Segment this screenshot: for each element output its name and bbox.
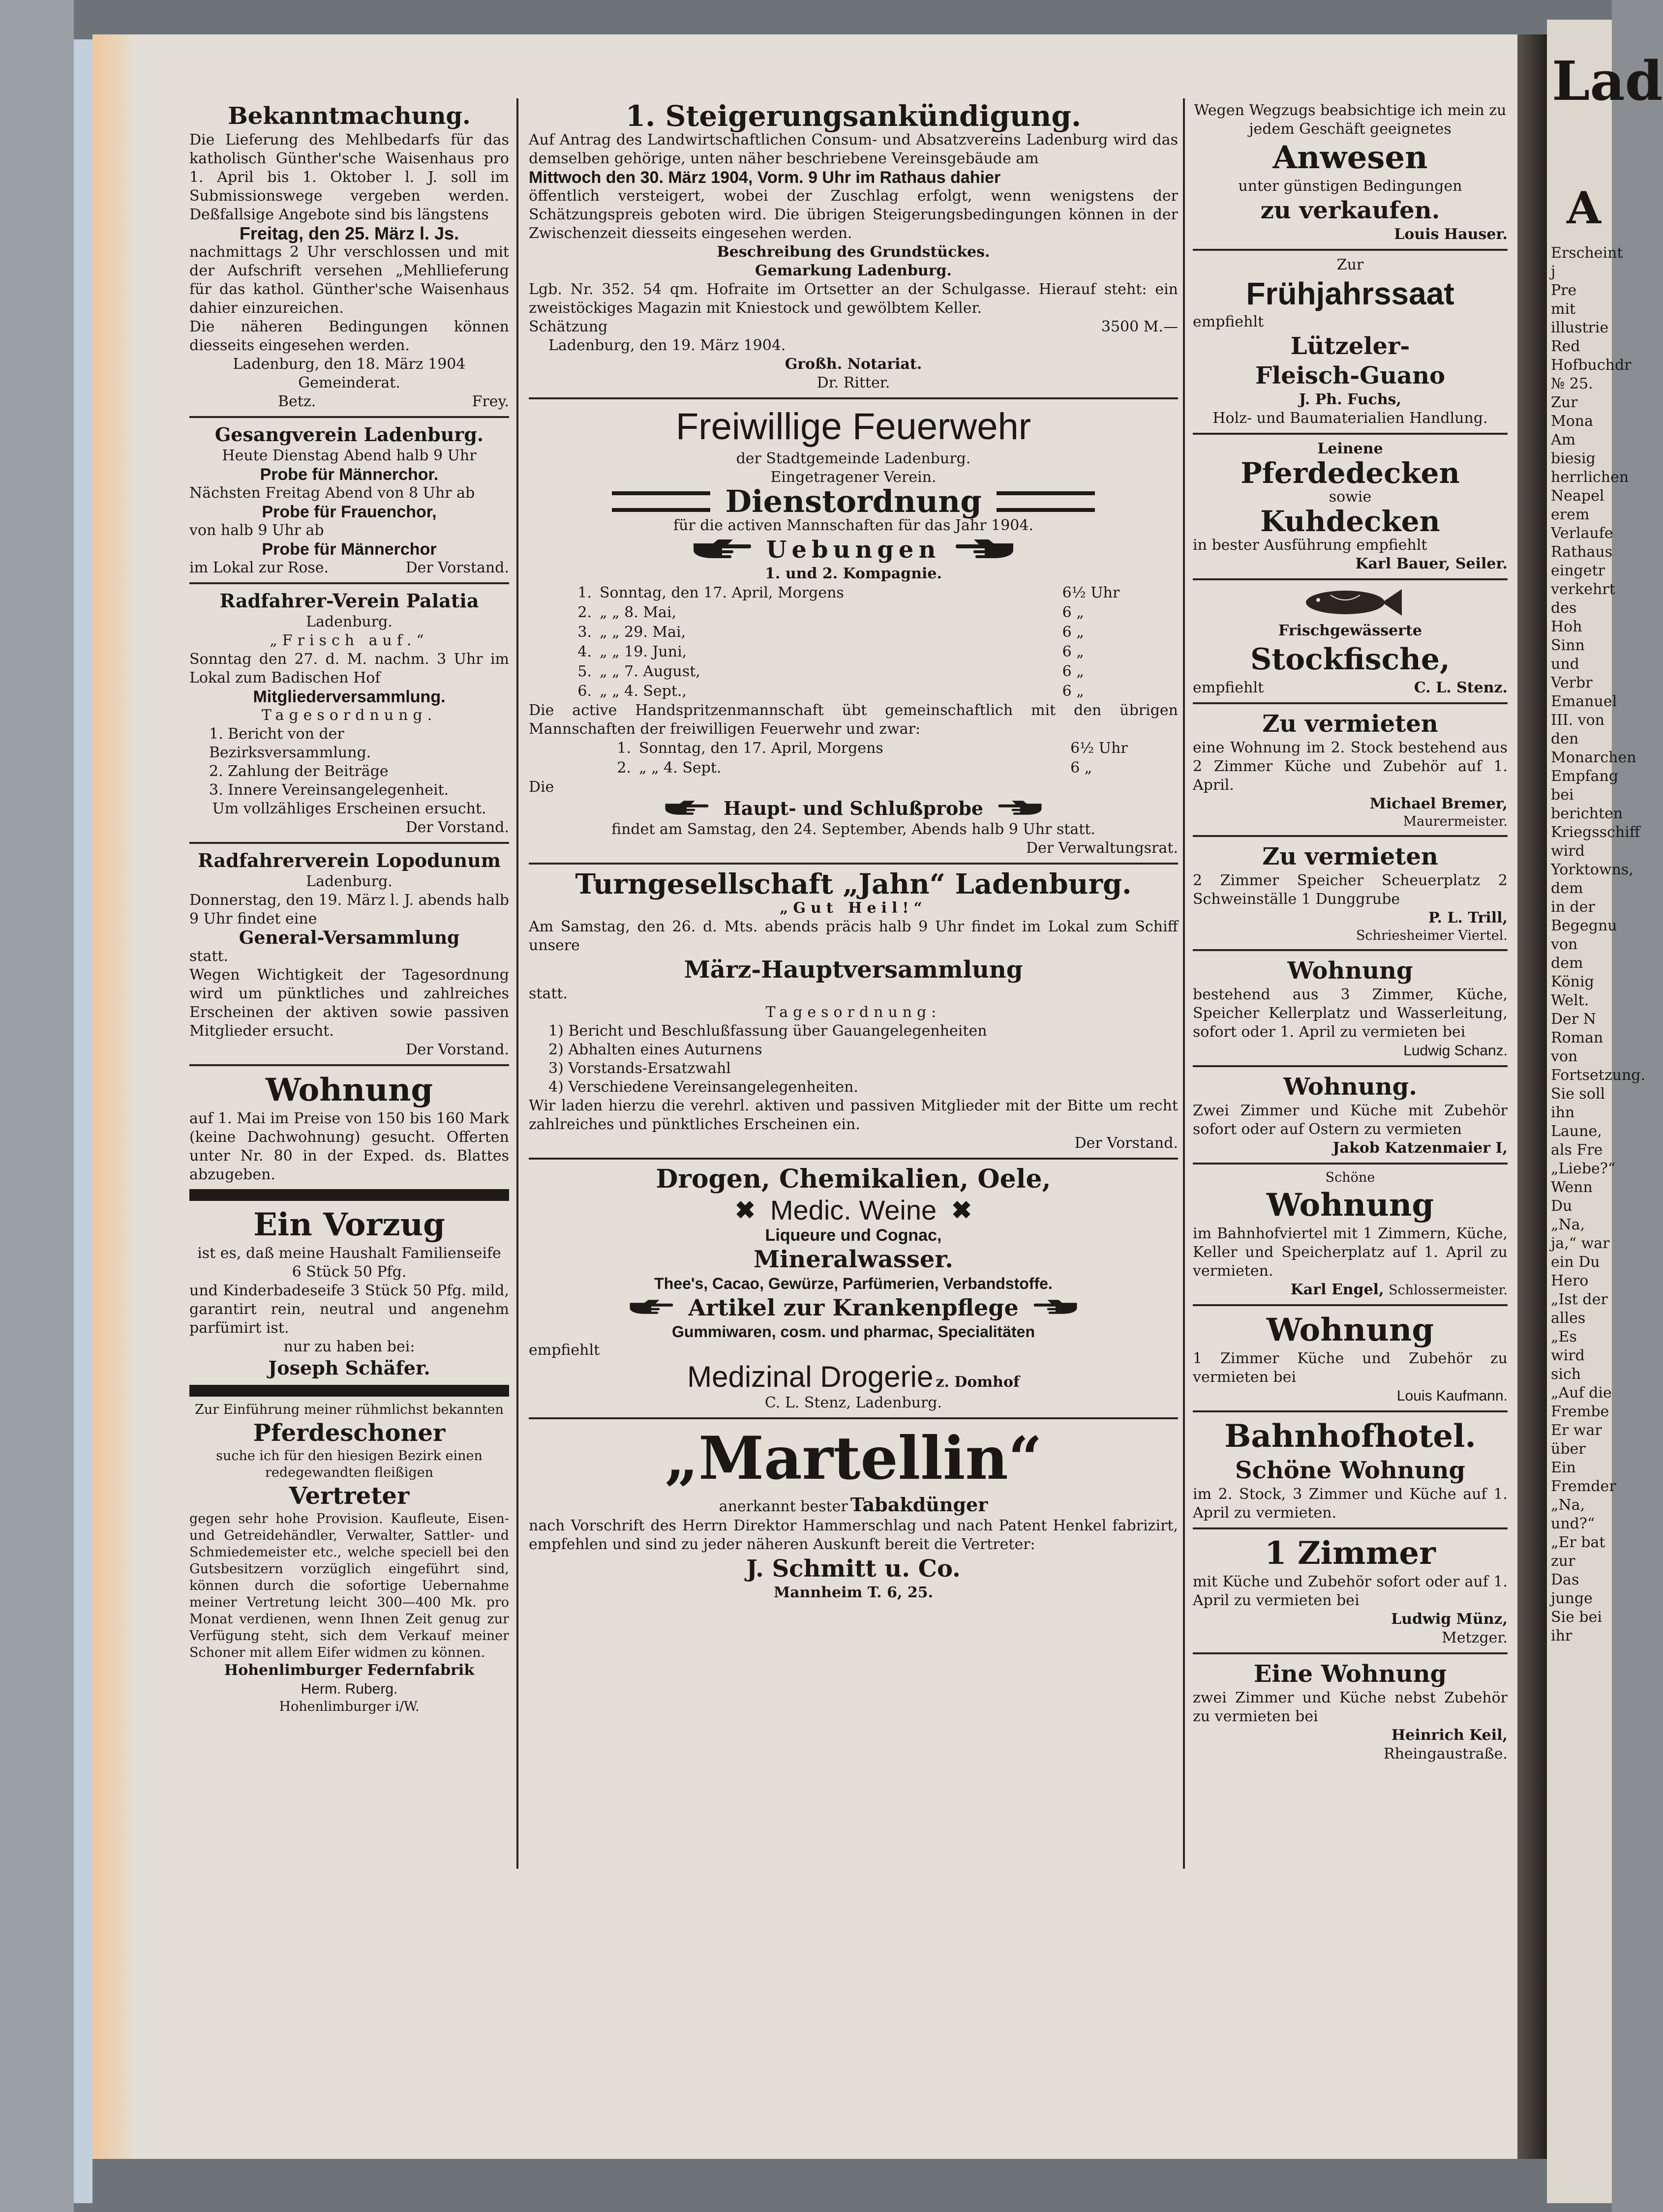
ad-heading: Artikel zur Krankenpflege <box>688 1294 1019 1321</box>
next-page-line: herrlichen Neapel <box>1551 469 1629 505</box>
ad-subtitle: Eingetragener Verein. <box>770 469 937 486</box>
ad-heading: Uebungen <box>766 536 941 564</box>
ad-heading: Dienstordnung <box>725 483 982 519</box>
ad-text: öffentlich versteigert, wobei der Zuschlag erfolgt, wenn wenigstens der Schätzungspreis geboten wird. Die übrigen Steigerungsbedingungen können in der Zwischenzeit diesseits eingesehen werden. <box>529 187 1178 242</box>
signature: Betz. <box>278 393 316 410</box>
pointing-hand-left-icon <box>998 800 1042 817</box>
ad-text: Wegen Wichtigkeit der Tagesordnung wird um pünktliches und zahlreiches Erscheinen der aktiven sowie passiven Mitglieder ersucht. <box>189 966 509 1040</box>
table-cell: „ „ 4. Sept. <box>639 759 722 777</box>
ad-motto: „Gut Heil!“ <box>780 899 927 917</box>
next-page-line: Ein Fremder <box>1551 1459 1616 1495</box>
ad-title: Pferdedecken <box>1240 456 1460 490</box>
ad-text: 1 Zimmer Küche und Zubehör zu vermieten bei <box>1193 1350 1508 1386</box>
ad-wohnung-kaufmann <box>1193 1311 1508 1405</box>
table-cell: 3. <box>577 624 592 641</box>
ad-text: nur zu haben bei: <box>283 1338 415 1355</box>
next-page-line: „Er bat zur <box>1551 1534 1605 1570</box>
signature: P. L. Trill, <box>1428 909 1508 927</box>
next-page-line: Sie soll ihn <box>1551 1085 1605 1121</box>
ad-title: zu verkaufen. <box>1260 197 1440 224</box>
ad-title: Frühjahrssaat <box>1246 276 1454 311</box>
ad-place: Ladenburg, den 18. März 1904 <box>233 356 466 373</box>
decorative-bars <box>612 491 710 512</box>
ad-text: 2 Zimmer Speicher Scheuerplatz 2 Schweinställe 1 Dunggrube <box>1193 872 1508 908</box>
masthead-fragment: Lad <box>1552 49 1663 113</box>
ad-date: Freitag, den 25. März l. Js. <box>239 223 459 243</box>
pointing-hand-left-icon <box>955 538 1014 561</box>
ad-title: Stockfische, <box>1250 642 1450 677</box>
next-page-line: „Liebe?“ Wenn Du <box>1551 1160 1616 1215</box>
ad-title: Wohnung <box>1266 1187 1434 1224</box>
ad-text: in bester Ausführung empfiehlt <box>1193 537 1427 554</box>
ad-text: Leinene <box>1317 440 1383 457</box>
next-page-line: Red <box>1551 338 1580 355</box>
ad-lopodunum <box>189 849 509 1059</box>
next-page-line: mit illustrie <box>1551 300 1609 336</box>
ad-text: Thee's, Cacao, Gewürze, Parfümerien, Verbandstoffe. <box>654 1275 1053 1292</box>
signature: Maurermeister. <box>1403 814 1508 829</box>
ad-text: Frischgewässerte <box>1278 622 1422 639</box>
next-page-line: in der Begegnu <box>1551 898 1617 934</box>
ad-text: anerkannt bester <box>719 1498 848 1515</box>
ad-text: im 2. Stock, 3 Zimmer und Küche auf 1. April zu vermieten. <box>1193 1486 1508 1522</box>
next-page-line: Laune, als Fre <box>1551 1123 1603 1159</box>
ad-product: Fleisch-Guano <box>1255 362 1446 389</box>
uebungen-table <box>529 583 1178 701</box>
ad-text: gegen sehr hohe Provision. Kaufleute, Eisen- und Getreidehändler, Verwalter, Sattler- und Schmiedemeister etc., welche speciell bei den Gutsbesitzern vorzüglich eingeführt sind, können durch die sofortige Uebernahme meiner Vertretung leicht 300—400 Mk. pro Monat verdienen, wenn Ihnen Zeit genug zur Verfügung steht, sich dem Verkauf meiner Schoner mit allem Eifer widmen zu können. <box>189 1511 509 1660</box>
ad-stockfische <box>1193 585 1508 697</box>
ad-title: Wohnung <box>1266 1312 1434 1348</box>
table-cell: 2. <box>577 604 592 621</box>
ad-text: nachmittags 2 Uhr verschlossen und mit der Aufschrift versehen „Mehllieferung für das kathol. Günther'sche Waisenhaus dahier einzureichen. <box>189 243 509 317</box>
ad-text: zwei Zimmer und Küche nebst Zubehör zu vermieten bei <box>1193 1689 1508 1725</box>
table-cell: 5. <box>577 663 592 680</box>
signature: Der Vorstand. <box>405 819 509 836</box>
signature: Karl Engel, <box>1290 1281 1384 1298</box>
table-row <box>529 603 1178 623</box>
table-cell: „ „ 4. Sept., <box>600 683 687 700</box>
signature: Michael Bremer, <box>1369 795 1508 812</box>
agenda-item: 1) Bericht und Beschlußfassung über Gauangelegenheiten <box>548 1022 987 1040</box>
signature: Louis Kaufmann. <box>1396 1388 1508 1404</box>
ad-title: Wohnung <box>1287 957 1413 985</box>
agenda-item: 1. Bericht von der Bezirksversammlung. <box>209 725 371 761</box>
ad-subtitle: Ladenburg. <box>306 873 393 890</box>
ad-text: statt. <box>529 985 568 1002</box>
signature: Rheingaustraße. <box>1384 1745 1508 1763</box>
table-cell: 6 „ <box>1062 643 1084 660</box>
ad-text: im Bahnhofviertel mit 1 Zimmern, Küche, Keller und Speicherplatz auf 1. April zu vermieten. <box>1193 1225 1508 1280</box>
ad-text: suche ich für den hiesigen Bezirk einen redegewandten fleißigen <box>216 1448 483 1480</box>
pointing-hand-right-icon <box>665 800 709 817</box>
ad-heading: Mineralwasser. <box>753 1246 954 1273</box>
signature: Joseph Schäfer. <box>268 1357 430 1379</box>
next-page-text <box>1547 244 1646 1645</box>
ad-text: unter günstigen Bedingungen <box>1238 178 1462 195</box>
ad-title: Schöne Wohnung <box>1235 1457 1466 1484</box>
ad-ein-vorzug <box>189 1206 509 1380</box>
pointing-hand-right-icon <box>629 1299 673 1316</box>
next-page-line: „Auf die Frembe <box>1551 1384 1612 1420</box>
ad-text: findet am Samstag, den 24. September, Abends halb 9 Uhr statt. <box>611 821 1095 838</box>
ad-text: Die <box>529 778 554 796</box>
pointing-hand-left-icon <box>1033 1299 1078 1316</box>
agenda-item: 3. Innere Vereinsangelegenheit. <box>209 781 449 799</box>
page-edge <box>92 34 134 2159</box>
table-cell: „ „ 29. Mai, <box>600 624 686 641</box>
ad-text: auf 1. Mai im Preise von 150 bis 160 Mark (keine Dachwohnung) gesucht. Offerten unter Nr. 80 in der Exped. ds. Blattes abzugeben. <box>189 1110 509 1183</box>
ad-title: Bekanntmachung. <box>228 102 471 130</box>
medic-banner <box>529 1194 1178 1226</box>
table-row <box>529 682 1178 701</box>
ad-text: eine Wohnung im 2. Stock bestehend aus 2 Zimmer Küche und Zubehör auf 1. April. <box>1193 739 1508 794</box>
ad-text: Die Lieferung des Mehlbedarfs für das katholisch Günther'sche Waisenhaus pro 1. April bis 1. Oktober l. J. soll im Submissionswege vergeben werden. Deßfallsige Angebote sind bis längstens <box>189 131 509 223</box>
ad-feuerwehr <box>529 404 1178 858</box>
next-page-line: „Na, und?“ <box>1551 1496 1595 1532</box>
ad-heading: Tabakdünger <box>850 1494 988 1516</box>
table-row <box>529 642 1178 662</box>
table-cell: 6. <box>577 683 592 700</box>
ad-text: Probe für Männerchor. <box>260 465 439 484</box>
ad-title: „Martellin“ <box>665 1424 1042 1493</box>
agenda-item: 4) Verschiedene Vereinsangelegenheiten. <box>548 1078 858 1096</box>
next-page-line: Kriegsschiff wird <box>1551 824 1640 860</box>
table-row <box>529 583 1178 603</box>
ad-text: empfiehlt <box>529 1342 600 1359</box>
ad-title: Bahnhofhotel. <box>1224 1418 1476 1455</box>
table-cell: 2. <box>617 759 631 777</box>
ad-text: Donnerstag, den 19. März l. J. abends halb 9 Uhr findet eine <box>189 892 509 927</box>
ad-bekanntmachung <box>189 101 509 411</box>
signature: Schlossermeister. <box>1389 1283 1508 1298</box>
ad-palatia <box>189 589 509 837</box>
next-page-line: Emanuel III. von <box>1551 693 1617 729</box>
ad-heading: Medic. Weine <box>770 1195 937 1226</box>
table-cell: 6 „ <box>1062 683 1084 700</box>
ad-text: ist es, daß meine Haushalt Familienseife <box>197 1245 501 1262</box>
column-right <box>1193 98 1508 1766</box>
ad-title: Turngesellschaft „Jahn“ Ladenburg. <box>575 868 1132 900</box>
decorative-bars <box>997 491 1095 512</box>
ad-agenda: Tagesordnung. <box>261 707 437 724</box>
ad-zu-vermieten-1 <box>1193 709 1508 830</box>
table-cell: 6 „ <box>1062 624 1084 641</box>
column-left <box>189 98 509 1718</box>
table-row <box>529 623 1178 642</box>
agenda-item: 3) Vorstands-Ersatzwahl <box>548 1060 731 1077</box>
ad-text: für die activen Mannschaften für das Jahr 1904. <box>673 517 1034 534</box>
next-page-line: Empfang bei <box>1551 768 1619 804</box>
ad-event: März-Hauptversammlung <box>684 956 1023 984</box>
ad-subheading: Beschreibung des Grundstückes. <box>717 243 990 261</box>
cross-icon: ✖ <box>951 1196 972 1225</box>
ad-turngesellschaft <box>529 869 1178 1153</box>
signature: Der Vorstand. <box>1074 1135 1178 1152</box>
ad-drogerie <box>529 1165 1178 1412</box>
ad-pferdedecken <box>1193 440 1508 573</box>
ad-text: empfiehlt <box>1193 679 1264 696</box>
ad-text: Lgb. Nr. 352. 54 qm. Hofraite im Ortsetter an der Schulgasse. Hierauf steht: ein zweistöckiges Magazin mit Kniestock und gewölbtem Keller. <box>529 281 1178 317</box>
ad-signatures <box>189 392 509 411</box>
next-page-line: № 25. <box>1551 375 1593 392</box>
ad-title: Zu vermieten <box>1262 843 1438 870</box>
table-cell: 6 „ <box>1070 759 1092 777</box>
probe-banner <box>529 797 1178 820</box>
signature: Ludwig Schanz. <box>1403 1043 1508 1059</box>
ad-title: Eine Wohnung <box>1253 1660 1447 1688</box>
ad-text: im Lokal zur Rose. <box>189 559 329 576</box>
ad-motto: „Frisch auf.“ <box>270 632 429 649</box>
ad-text: Holz- und Baumaterialien Handlung. <box>1212 410 1488 427</box>
ad-text: Zur <box>1336 256 1364 273</box>
next-page-line: verkehrt des Hoh <box>1551 581 1615 635</box>
signature: Der Verwaltungsrat. <box>1026 839 1178 857</box>
ad-text: C. L. Stenz, Ladenburg. <box>764 1394 942 1411</box>
next-page-line: Pre <box>1551 282 1577 299</box>
ad-text: nach Vorschrift des Herrn Direktor Hammerschlag und nach Patent Henkel fabrizirt, empfehlen und sind zu jeder näheren Auskunft bereit die Vertreter: <box>529 1517 1178 1553</box>
ad-title: Anwesen <box>1272 139 1428 176</box>
ad-text: 6 Stück 50 Pfg. <box>292 1263 407 1281</box>
table-cell: Sonntag, den 17. April, Morgens <box>600 584 844 601</box>
ad-bahnhofhotel <box>1193 1417 1508 1523</box>
ad-title: Pferdeschoner <box>253 1419 446 1447</box>
next-page-line: Hofbuchdr <box>1551 357 1632 374</box>
ad-subheading: Gemarkung Ladenburg. <box>755 262 952 279</box>
table-cell: 6½ Uhr <box>1070 740 1128 757</box>
ad-text: Liqueure und Cognac, <box>765 1226 942 1245</box>
fish-icon <box>1296 585 1404 620</box>
signature: Hohenlimburger i/W. <box>279 1699 420 1714</box>
artikel-banner <box>529 1293 1178 1322</box>
table-row <box>529 739 1178 758</box>
ad-pferdeschoner <box>189 1402 509 1715</box>
ad-fruehjahrssaat <box>1193 256 1508 428</box>
ad-wohnung-schanz <box>1193 956 1508 1060</box>
table-cell: „ „ 7. August, <box>600 663 700 680</box>
next-page-fragment <box>1547 20 1663 2203</box>
masthead-letter: A <box>1567 182 1601 234</box>
ad-text: Wegen Wegzugs beabsichtige ich mein zu jedem Geschäft geeignetes <box>1194 102 1507 138</box>
dienstordnung-banner <box>529 483 1178 519</box>
cross-icon: ✖ <box>734 1196 756 1225</box>
ad-title: Freiwillige Feuerwehr <box>675 406 1031 448</box>
next-page-line: „Ist der alles <box>1551 1291 1608 1327</box>
ad-title: Zu vermieten <box>1262 710 1438 738</box>
next-page-line: den Monarchen <box>1551 730 1636 766</box>
table-cell: 1. <box>577 584 592 601</box>
ad-text: empfiehlt <box>1193 313 1264 330</box>
next-page-line: Sie bei ihr <box>1551 1609 1602 1644</box>
ad-title: Gesangverein Ladenburg. <box>214 423 484 446</box>
ad-title: Drogen, Chemikalien, Oele, <box>656 1164 1051 1194</box>
next-page-line: Fortsetzung. <box>1551 1067 1646 1084</box>
ad-zu-vermieten-2 <box>1193 842 1508 944</box>
signature: C. L. Stenz. <box>1414 679 1508 696</box>
ad-text: Schöne <box>1325 1170 1375 1185</box>
signature: Schriesheimer Viertel. <box>1356 928 1508 943</box>
next-page-line: ein Du Hero <box>1551 1254 1600 1289</box>
table-cell: „ „ 8. Mai, <box>600 604 677 621</box>
next-page-line: Zur Mona <box>1551 394 1593 430</box>
ad-title: Radfahrerverein Lopodunum <box>198 849 501 871</box>
ad-subtitle: der Stadtgemeinde Ladenburg. <box>736 450 971 467</box>
ad-text: Zwei Zimmer und Küche mit Zubehör sofort oder auf Ostern zu vermieten <box>1193 1102 1508 1138</box>
ad-title: Vertreter <box>289 1482 410 1510</box>
next-page-line: „Na, ja,“ war <box>1551 1216 1610 1252</box>
signature: Frey. <box>472 393 509 410</box>
book-gutter <box>1517 34 1547 2159</box>
next-page-line: Erscheint j <box>1551 244 1623 280</box>
next-page-line: Welt. <box>1551 992 1589 1009</box>
ad-wohnung-katzenmaier <box>1193 1072 1508 1158</box>
signature: Dr. Ritter. <box>816 374 890 391</box>
next-page-line: Sinn und Verbr <box>1551 637 1593 691</box>
ad-text: Nächsten Freitag Abend von 8 Uhr ab <box>189 484 475 502</box>
ad-text: mit Küche und Zubehör sofort oder auf 1. April zu vermieten bei <box>1193 1573 1508 1609</box>
ad-text: statt. <box>189 948 228 965</box>
ad-text: Probe für Frauenchor, <box>262 503 437 521</box>
ad-text: Zur Einführung meiner rühmlichst bekannten <box>195 1402 504 1417</box>
next-page-line: „Es wird sich <box>1551 1328 1585 1383</box>
ad-text: z. Domhof <box>936 1374 1020 1391</box>
column-rule <box>516 98 518 1869</box>
ad-martellin <box>529 1424 1178 1602</box>
ad-text: Die näheren Bedingungen können diesseits eingesehen werden. <box>189 318 509 354</box>
ad-text: sowie <box>1329 488 1372 506</box>
agenda-item: 2) Abhalten eines Auturnens <box>548 1041 762 1058</box>
ad-subtitle: Ladenburg. <box>306 613 393 630</box>
ad-title: 1 Zimmer <box>1265 1535 1436 1572</box>
agenda-list <box>529 1022 1178 1097</box>
ad-wohnung-engel <box>1193 1169 1508 1299</box>
ad-text: Probe für Männerchor <box>262 540 437 559</box>
ad-text: Gummiwaren, cosm. und pharmac, Specialitäten <box>672 1323 1035 1341</box>
uebungen-banner <box>529 535 1178 565</box>
next-page-line: Rathaus eingetr <box>1551 543 1613 579</box>
column-middle <box>529 98 1178 1605</box>
next-page-line: erem Verlaufe <box>1551 506 1613 542</box>
signature: Jakob Katzenmaier I, <box>1332 1139 1508 1157</box>
ad-heading: Haupt- und Schlußprobe <box>723 797 984 819</box>
ad-gesangverein <box>189 423 509 577</box>
handspritzen-table <box>529 739 1178 778</box>
ad-product: Lützeler- <box>1290 332 1410 360</box>
next-page-line: von dem König <box>1551 936 1594 990</box>
table-cell: 6 „ <box>1062 663 1084 680</box>
ad-event: General-Versammlung <box>239 927 460 948</box>
next-page-line: Der N <box>1551 1011 1596 1028</box>
signature: Louis Hauser. <box>1394 226 1508 243</box>
ad-place: Ladenburg, den 19. März 1904. <box>548 337 786 354</box>
signature: Metzger. <box>1442 1629 1508 1646</box>
table-row <box>529 662 1178 682</box>
next-page-line: berichten <box>1551 805 1623 822</box>
ad-text: Um vollzähliges Erscheinen ersucht. <box>212 800 486 817</box>
next-page-line: Das junge <box>1551 1571 1593 1607</box>
next-page-line: Er war über <box>1551 1422 1602 1458</box>
book-binding <box>0 0 74 2212</box>
ad-heading: Medizinal Drogerie <box>687 1360 934 1393</box>
signature: Herm. Ruberg. <box>301 1681 398 1697</box>
ad-title: Radfahrer-Verein Palatia <box>219 590 479 612</box>
ad-text: und Kinderbadeseife 3 Stück 50 Pfg. mild, garantirt rein, neutral und angenehm parfümirt ist. <box>189 1282 509 1337</box>
signature: Der Vorstand. <box>405 559 509 576</box>
binding-edge <box>74 39 92 2203</box>
signature: J. Schmitt u. Co. <box>746 1555 961 1583</box>
ad-label: Schätzung <box>529 318 608 335</box>
signature: Ludwig Münz, <box>1391 1611 1508 1628</box>
ad-subheading: 1. und 2. Kompagnie. <box>765 565 942 582</box>
ad-anwesen <box>1193 101 1508 244</box>
agenda-list <box>189 725 509 800</box>
ad-org: Gemeinderat. <box>298 374 400 391</box>
signature: Karl Bauer, Seiler. <box>1355 555 1508 572</box>
ad-agenda: Tagesordnung: <box>765 1004 941 1021</box>
ad-title: Kuhdecken <box>1260 505 1440 538</box>
signature: Heinrich Keil, <box>1391 1727 1508 1744</box>
table-cell: 4. <box>577 643 592 660</box>
ad-text: Sonntag den 27. d. M. nachm. 3 Uhr im Lokal zum Badischen Hof <box>189 651 509 687</box>
ad-text: bestehend aus 3 Zimmer, Küche, Speicher Kellerplatz und Wasserleitung, sofort oder 1. April zu vermieten bei <box>1193 986 1508 1041</box>
ad-event: Mitgliederversammlung. <box>253 688 446 706</box>
ad-value: 3500 M.— <box>1101 318 1178 335</box>
ad-text: von halb 9 Uhr ab <box>189 522 324 539</box>
next-page-line: Am biesig <box>1551 431 1596 467</box>
ad-title: 1. Steigerungsankündigung. <box>625 99 1082 133</box>
table-row <box>529 758 1178 778</box>
ad-org: Großh. Notariat. <box>785 356 922 373</box>
ad-date: Mittwoch den 30. März 1904, Vorm. 9 Uhr im Rathaus dahier <box>529 168 1001 187</box>
ad-wohnung <box>189 1071 509 1184</box>
ad-1-zimmer <box>1193 1534 1508 1647</box>
table-cell: 6 „ <box>1062 604 1084 621</box>
table-cell: Sonntag, den 17. April, Morgens <box>639 740 883 757</box>
table-cell: 6½ Uhr <box>1062 584 1120 601</box>
column-rule <box>1183 98 1185 1869</box>
ad-title: Wohnung <box>265 1072 433 1108</box>
ad-steigerung <box>529 101 1178 392</box>
ad-address: Mannheim T. 6, 25. <box>773 1584 934 1601</box>
ad-text: Auf Antrag des Landwirtschaftlichen Consum- und Absatzvereins Ladenburg wird das demselben gehörige, unten näher beschriebene Vereinsgebäude am <box>529 131 1178 167</box>
ad-eine-wohnung <box>1193 1659 1508 1764</box>
next-page-line: Yorktowns, dem <box>1551 861 1633 897</box>
ad-text: Wir laden hierzu die verehrl. aktiven und passiven Mitglieder mit der Bitte um recht zahlreiches und pünktliches Erscheinen ein. <box>529 1097 1178 1133</box>
signature: Der Vorstand. <box>405 1041 509 1058</box>
agenda-item: 2. Zahlung der Beiträge <box>209 763 389 780</box>
ad-text: Am Samstag, den 26. d. Mts. abends präcis halb 9 Uhr findet im Lokal zum Schiff unsere <box>529 918 1178 954</box>
next-page-line: Roman von <box>1551 1029 1603 1065</box>
table-cell: „ „ 19. Juni, <box>600 643 687 660</box>
ad-text: Die active Handspritzenmannschaft übt gemeinschaftlich mit den übrigen Mannschaften der freiwilligen Feuerwehr und zwar: <box>529 702 1178 738</box>
table-cell: 1. <box>617 740 631 757</box>
signature: Hohenlimburger Federnfabrik <box>224 1662 475 1679</box>
pointing-hand-right-icon <box>693 538 752 561</box>
ad-text: Heute Dienstag Abend halb 9 Uhr <box>222 447 477 464</box>
ad-title: Ein Vorzug <box>253 1206 445 1243</box>
ad-title: Wohnung. <box>1283 1073 1417 1101</box>
signature: J. Ph. Fuchs, <box>1299 391 1401 408</box>
